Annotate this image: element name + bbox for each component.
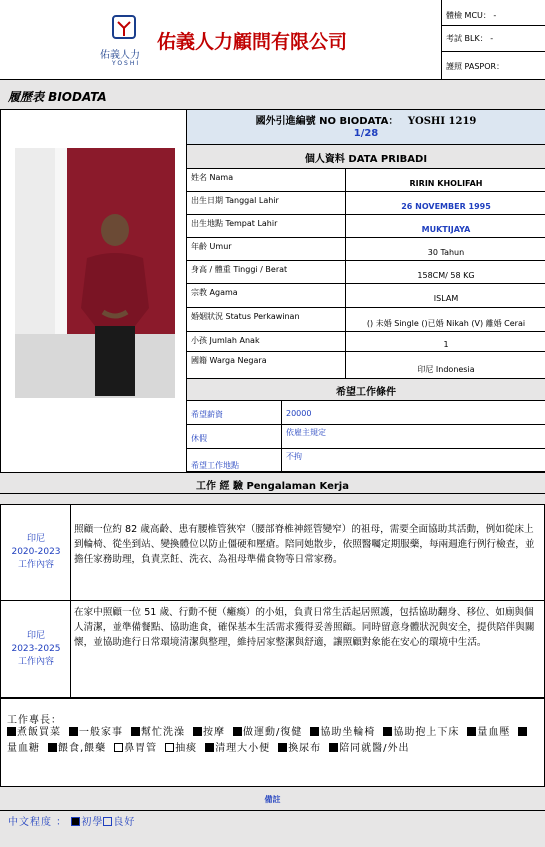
experience-row [0,505,545,601]
wish-label: 希望工作地點 [191,461,239,470]
wish-value: 20000 [286,409,312,418]
personal-value: RIRIN KHOLIFAH [409,179,483,188]
paspor-check: 護照 PASPOR： [446,62,505,71]
chinese-level-label: 中文程度 ： [8,817,68,828]
personal-value: 158CM/ 58 KG [417,271,475,280]
personal-divider [345,169,346,192]
personal-divider [345,261,346,284]
experience-years: 2020-2023 [11,547,61,557]
mcu-check: 體檢 MCU： - [446,11,497,20]
personal-divider [345,238,346,261]
personal-divider [345,215,346,238]
photo-column [0,110,187,472]
skill-item [329,743,409,754]
personal-row [187,352,545,379]
skill-label: 換尿布 [288,743,322,754]
remarks-bar: 備註 [0,786,545,811]
personal-label: 小孩 Jumlah Anak [191,336,260,345]
experience-period [1,630,71,669]
unchecked-box-icon [165,743,174,752]
personal-label: 婚姻狀況 Status Perkawinan [191,312,300,321]
checked-box-icon [310,727,319,736]
page-header [0,0,545,80]
wish-divider [281,401,282,425]
wish-divider [281,449,282,472]
skill-item [131,727,185,738]
person-silhouette-icon [65,208,165,398]
skill-label: 做運動/復健 [243,727,303,738]
chinese-level-options [71,817,135,828]
info-column [187,110,545,472]
skills-list [7,725,537,757]
wish-header: 希望工作條件 [187,379,545,401]
chinese-level-bar [0,811,545,847]
biodata-title-bar [0,80,545,110]
logo-text-en: YOSHI [112,60,141,67]
experience-row [0,601,545,698]
skill-item [233,727,302,738]
skill-item [165,743,197,754]
personal-row [187,332,545,352]
personal-value: 30 Tahun [427,248,465,257]
personal-label: 出生日期 Tanggal Lahir [191,196,279,205]
skills-title: 工作專長： [7,715,62,726]
experience-type: 工作內容 [17,560,54,570]
experience-place: 印尼 [26,534,45,544]
code-label: 國外引進編號 NO BIODATA： [255,116,399,127]
checked-box-icon [233,727,242,736]
personal-divider [345,284,346,308]
skill-label: 清理大小便 [215,743,271,754]
checked-box-icon [205,743,214,752]
logo-mark-icon [96,10,154,50]
unchecked-box-icon [114,743,123,752]
skill-label: 餵食,餵藥 [58,743,107,754]
wish-divider [281,425,282,449]
check-box-panel [441,0,545,80]
personal-label: 姓名 Nama [191,173,234,182]
skill-item [467,727,510,738]
checked-box-icon [71,817,80,826]
checked-box-icon [329,743,338,752]
skill-item [114,743,157,754]
personal-divider [345,352,346,379]
personal-divider [345,332,346,352]
wish-value: 不拘 [286,452,302,461]
personal-row [187,308,545,332]
biodata-code-row [187,110,545,145]
skill-label: 量血糖 [7,743,40,754]
personal-row [187,238,545,261]
experience-header: 工作 經 驗 Pengalaman Kerja [0,472,545,494]
personal-value: 1 [443,340,449,349]
personal-value: 印尼 Indonesia [417,365,475,374]
personal-row [187,284,545,308]
personal-value: () 未婚 Single ()已婚 Nikah (V) 離婚 Cerai [366,319,526,328]
skill-label: 協助坐輪椅 [320,727,376,738]
skill-item [205,743,270,754]
skills-section [0,698,545,786]
skill-label: 協助抱上下床 [393,727,460,738]
personal-row [187,192,545,215]
experience-place: 印尼 [26,631,45,641]
personal-divider [345,192,346,215]
experience-period [1,533,71,572]
skill-label: 量血壓 [477,727,511,738]
chinese-option-label: 初學 [81,817,104,828]
experience-divider [70,505,71,601]
candidate-photo [15,148,175,398]
checked-box-icon [467,727,476,736]
personal-row [187,215,545,238]
wish-value: 依雇主規定 [286,428,326,437]
checked-box-icon [48,743,57,752]
skill-label: 抽痰 [175,743,198,754]
experience-spacer [0,494,545,505]
skill-label: 鼻胃管 [124,743,158,754]
experience-desc: 在家中照顧一位 51 歲、行動不便（癱瘓）的小姐，負責日常生活起居照護，包括協助翻身、移位、如廁與個人清潔，並準備餐點、協助進食，確保基本生活需求獲得妥善照顧。同時留意身體狀況與安全，提供陪伴與關懷，並協助進行日常環境清潔與整理，維持居家整潔與舒適，讓照顧對象能在安心的環境中生活。 [74,607,535,648]
checked-box-icon [383,727,392,736]
personal-header: 個人資料 DATA PRIBADI [187,145,545,169]
checked-box-icon [69,727,78,736]
blk-check: 考試 BLK： - [446,34,494,43]
experience-divider [70,601,71,698]
skill-item [7,727,61,738]
wish-label: 希望薪資 [191,410,223,419]
skill-label: 陪同就醫/外出 [339,743,410,754]
skill-item [48,743,106,754]
page-counter: 1/28 [353,128,379,139]
skill-item [383,727,459,738]
skill-label: 幫忙洗澡 [141,727,185,738]
wish-label: 休假 [191,434,207,443]
experience-years: 2023-2025 [11,644,61,654]
checked-box-icon [193,727,202,736]
personal-value: ISLAM [433,294,459,303]
checked-box-icon [131,727,140,736]
biodata-title: 履歷表 BIODATA [8,90,107,104]
chinese-option-label: 良好 [113,817,136,828]
skill-label: 一般家事 [79,727,123,738]
checked-box-icon [518,727,527,736]
wish-row [187,425,545,449]
checked-box-icon [278,743,287,752]
personal-label: 宗教 Agama [191,288,238,297]
skill-item [310,727,375,738]
wish-row [187,401,545,425]
personal-label: 出生地點 Tempat Lahir [191,219,278,228]
personal-row [187,261,545,284]
company-logo [96,10,154,68]
personal-value: MUKTIJAYA [421,225,471,234]
logo-text-cn: 佑義人力 [100,50,140,61]
personal-value: 26 NOVEMBER 1995 [401,202,491,211]
checked-box-icon [7,727,16,736]
company-name: 佑義人力顧問有限公司 [157,31,348,53]
personal-label: 年齡 Umur [191,242,232,251]
code-value: YOSHI 1219 [407,116,477,127]
personal-divider [345,308,346,332]
skill-item [278,743,321,754]
wish-row [187,449,545,472]
skill-label: 煮飯買菜 [17,727,61,738]
skill-item [69,727,123,738]
skill-item [193,727,225,738]
unchecked-box-icon [103,817,112,826]
experience-type: 工作內容 [17,657,54,667]
personal-label: 身高 / 體重 Tinggi / Berat [191,265,288,274]
personal-label: 國籍 Warga Negara [191,356,267,365]
experience-desc: 照顧一位約 82 歲高齡、患有腰椎管狹窄（腰部脊椎神經管變窄）的祖母，需要全面協助其活動，例如從床上到輪椅、從坐到站、變換體位以防止僵硬和壓瘡。陪同她散步，依照醫囑定期服藥，每兩週進行例行檢查，並擔任家務助理，負責烹飪、洗衣、為祖母準備食物等日常家務。 [74,524,535,565]
personal-row [187,169,545,192]
skill-label: 按摩 [203,727,225,738]
